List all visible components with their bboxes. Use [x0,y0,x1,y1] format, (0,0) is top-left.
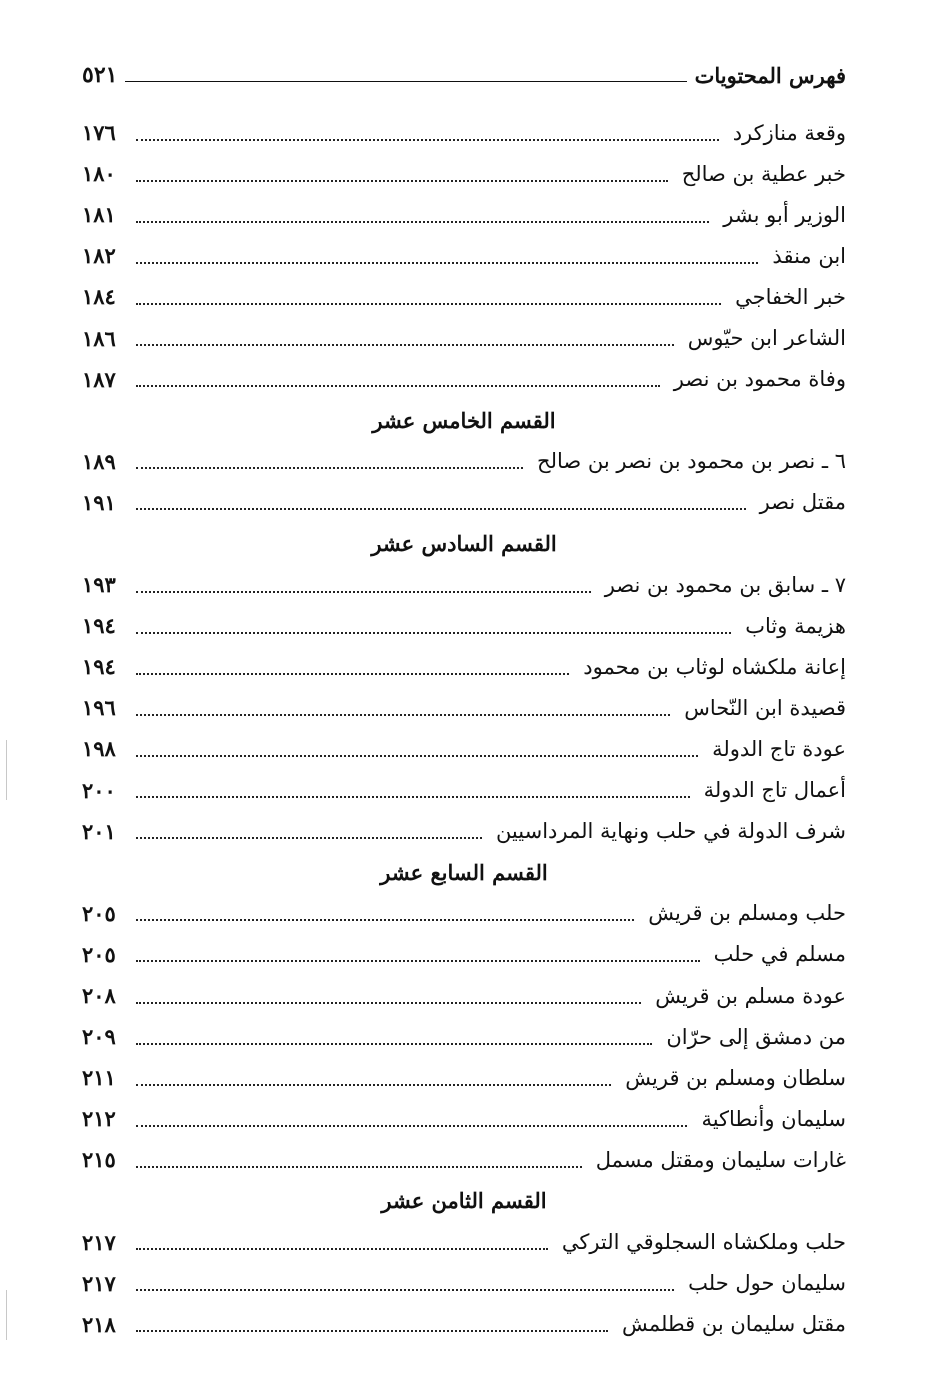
toc-entry [82,112,846,153]
toc-entry [82,770,846,811]
toc-entry [82,564,846,605]
toc-entry-title: خبر عطية بن صالح [681,161,846,186]
toc-entry [82,1098,846,1139]
toc-entry [82,605,846,646]
section-heading [82,852,846,893]
toc-entry-page: ٢١٧ [82,1270,116,1296]
toc-entry [82,934,846,975]
dot-leader [136,714,670,716]
scan-edge-mark [6,740,7,800]
toc-entry-page: ١٩٦ [82,695,116,721]
dot-leader [136,796,690,798]
table-of-contents [82,112,846,1345]
section-heading [82,400,846,441]
toc-entry-page: ٢٠٨ [82,983,116,1009]
section-title: القسم الثامن عشر [381,1188,547,1214]
toc-entry-title: شرف الدولة في حلب ونهاية المرداسيين [495,819,846,844]
toc-entry-title: حلب وملكشاه السجلوقي التركي [561,1230,846,1255]
dot-leader [136,919,634,921]
toc-entry [82,893,846,934]
dot-leader [136,837,482,839]
running-header-title: فهرس المحتويات [694,62,846,88]
scan-edge-mark [6,1290,7,1340]
toc-entry [82,317,846,358]
toc-entry-title: خبر الخفاجي [735,284,846,309]
toc-entry [82,1222,846,1263]
toc-entry-title: ٧ ـ سابق بن محمود بن نصر [604,572,846,597]
toc-entry [82,1263,846,1304]
dot-leader [136,139,719,141]
toc-entry-title: مقتل نصر [759,490,846,515]
dot-leader [136,1125,687,1127]
toc-entry [82,975,846,1016]
toc-entry [82,1057,846,1098]
section-title: القسم الخامس عشر [372,407,556,433]
toc-entry-title: مسلم في حلب [713,942,846,967]
toc-entry [82,441,846,482]
toc-entry-page: ١٨١ [82,202,116,228]
toc-entry-title: الشاعر ابن حيّوس [687,326,846,351]
dot-leader [136,385,660,387]
dot-leader [136,221,709,223]
dot-leader [136,180,668,182]
toc-entry [82,728,846,769]
toc-entry-page: ٢٠٩ [82,1024,116,1050]
toc-entry-page: ١٩٤ [82,654,116,680]
toc-entry-title: الوزير أبو بشر [723,202,846,227]
toc-entry-page: ٢٠٠ [82,777,116,803]
dot-leader [136,344,674,346]
section-title: القسم السابع عشر [380,859,548,885]
toc-entry-title: عودة تاج الدولة [712,736,846,761]
toc-entry-page: ١٩٤ [82,613,116,639]
dot-leader [136,508,746,510]
dot-leader [136,591,591,593]
toc-entry-page: ١٧٦ [82,120,116,146]
toc-entry-title: سليمان حول حلب [688,1271,846,1296]
toc-entry-page: ٢١٧ [82,1229,116,1255]
toc-entry-page: ٢٠٥ [82,941,116,967]
toc-entry-page: ٢٠٥ [82,900,116,926]
toc-entry [82,276,846,317]
dot-leader [136,632,731,634]
toc-entry-page: ١٨٩ [82,448,116,474]
toc-entry-title: ٦ ـ نصر بن محمود بن نصر بن صالح [537,449,846,474]
dot-leader [136,1084,611,1086]
toc-entry [82,1016,846,1057]
section-heading [82,1180,846,1221]
dot-leader [136,1002,641,1004]
toc-entry-page: ٢١٥ [82,1147,116,1173]
toc-entry-title: أعمال تاج الدولة [703,778,846,803]
toc-entry-page: ١٨٢ [82,243,116,269]
toc-entry-page: ١٨٦ [82,325,116,351]
dot-leader [136,1289,674,1291]
toc-entry [82,153,846,194]
section-title: القسم السادس عشر [371,530,557,556]
page-header [82,58,846,92]
toc-entry-title: مقتل سليمان بن قطلمش [622,1312,846,1337]
section-heading [82,523,846,564]
dot-leader [136,467,523,469]
toc-entry [82,194,846,235]
toc-entry [82,687,846,728]
toc-entry-title: قصيدة ابن النّحاس [684,695,846,720]
toc-entry-page: ١٩٨ [82,736,116,762]
toc-entry [82,1139,846,1180]
dot-leader [136,673,569,675]
toc-entry-page: ١٩٣ [82,572,116,598]
dot-leader [136,1166,582,1168]
toc-entry [82,235,846,276]
dot-leader [136,303,721,305]
toc-entry-page: ١٨٠ [82,161,116,187]
header-rule [125,81,686,82]
dot-leader [136,1043,652,1045]
toc-entry-page: ٢١٢ [82,1106,116,1132]
toc-entry-title: إعانة ملكشاه لوثاب بن محمود [583,654,846,679]
toc-entry [82,359,846,400]
dot-leader [136,1330,608,1332]
dot-leader [136,262,758,264]
toc-entry-title: من دمشق إلى حرّان [666,1024,846,1049]
toc-entry-title: عودة مسلم بن قريش [655,983,846,1008]
toc-entry [82,1304,846,1345]
toc-entry-page: ١٨٧ [82,366,116,392]
toc-entry-title: سلطان ومسلم بن قريش [625,1065,846,1090]
toc-entry-page: ١٨٤ [82,284,116,310]
toc-entry [82,811,846,852]
toc-entry [82,482,846,523]
toc-entry-title: وقعة منازكرد [732,120,846,145]
dot-leader [136,960,700,962]
toc-entry-title: هزيمة وثاب [745,613,846,638]
toc-entry [82,646,846,687]
toc-entry-title: حلب ومسلم بن قريش [648,901,846,926]
toc-entry-title: ابن منقذ [772,243,846,268]
toc-entry-title: سليمان وأنطاكية [701,1106,846,1131]
dot-leader [136,1248,548,1250]
toc-entry-page: ١٩١ [82,489,116,515]
dot-leader [136,755,698,757]
toc-entry-title: غارات سليمان ومقتل مسمل [595,1147,846,1172]
toc-entry-title: وفاة محمود بن نصر [673,367,846,392]
toc-entry-page: ٢٠١ [82,818,116,844]
toc-entry-page: ٢١٨ [82,1311,116,1337]
page-number: ٥٢١ [82,62,118,88]
toc-entry-page: ٢١١ [82,1065,116,1091]
